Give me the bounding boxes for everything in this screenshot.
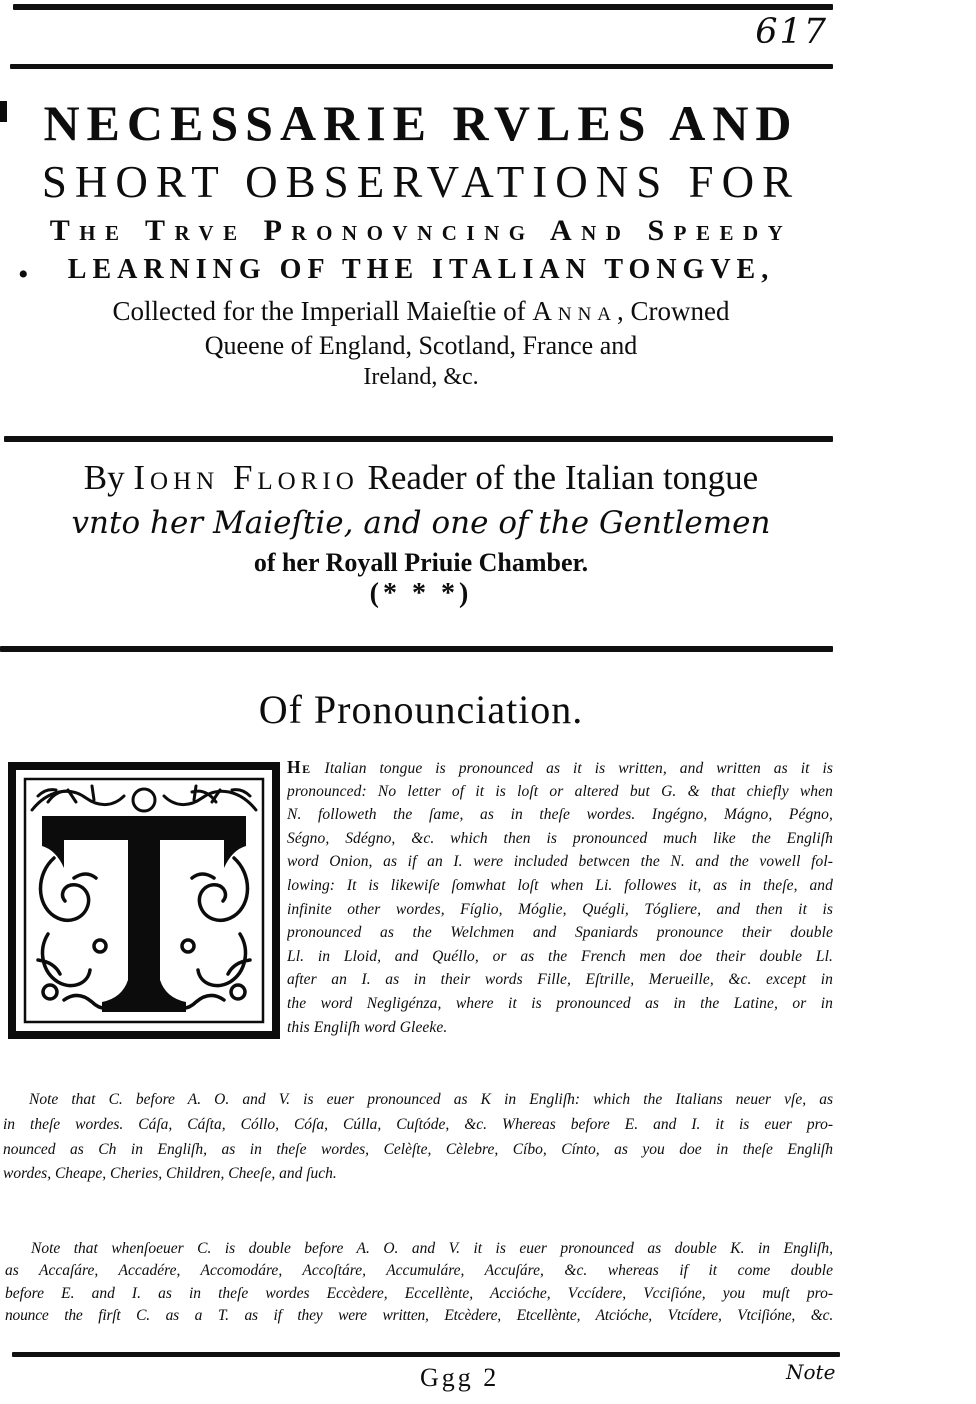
note-line: wordes, Cheape, Cheries, Children, Cheeſe, and ſuch. (3, 1165, 337, 1183)
paragraph-line: infinite other wordes, Fíglio, Móglie, Quégli, Tógliere, and then it is (287, 900, 833, 918)
paragraph-line: Ll. in Lloid, and Quéllo, or as the French men doe their double Ll. (287, 947, 833, 965)
section-rule (0, 646, 833, 652)
paragraph-line: word Onion, as if an I. were included betwcen the N. and the vowell fol- (287, 853, 833, 871)
title-line-6: Queene of England, Scotland, France and (204, 331, 638, 360)
byline-rule (4, 436, 833, 442)
note-line: before E. and I. as in theſe wordes Eccèdere, Eccellènte, Accióche, Vccídere, Vcciſióne, you muſt pro- (5, 1284, 833, 1302)
paragraph-line: after an I. as in their words Fille, Eſtrille, Merueille, &c. except in (287, 971, 833, 989)
byline-rest: Reader of the Italian tongue (358, 458, 759, 497)
paragraph-line-text: Italian tongue is pronounced as it is written, and written as it is (311, 760, 833, 777)
main-paragraph (287, 756, 833, 1039)
paragraph-line: N. followeth the ſame, as in theſe wordes. Ingégno, Mágno, Pégno, (287, 806, 833, 824)
page-number: 617 (755, 12, 828, 52)
paragraph-line (287, 756, 833, 780)
bullet-ornament: • (18, 258, 29, 291)
title-line-5 (8, 296, 834, 327)
paragraph-line: pronounced: No letter of it is loſt or altered but G. & that chiefly when (287, 782, 833, 800)
byline-line-3: of her Royall Priuie Chamber. (253, 548, 589, 577)
asterisk-ornament: (* * *) (369, 578, 473, 609)
byline-by: By (83, 458, 134, 497)
paragraph-line: Ségno, Sdégno, &c. which then is pronounced much like the Engliſh (287, 829, 833, 847)
paragraph-line: lowing: It is likewiſe ſomwhat loſt when Li. followes it, as in theſe, and (287, 876, 833, 894)
drop-cap-woodcut (8, 762, 280, 1044)
ink-speck (0, 101, 7, 122)
paragraph-line: pronounced as the Welchmen and Spaniards pronounce their double (287, 924, 833, 942)
note-line: Note that C. before A. O. and V. is euer pronounced as K in Engliſh: which the Italians neuer vſe, as (29, 1091, 833, 1108)
title-line-2: SHORT OBSERVATIONS FOR (41, 157, 801, 207)
paragraph-line: this Engliſh word Gleeke. (287, 1018, 448, 1036)
note-line: nounce the firſt C. as a T. as if they were written, Etcèdere, Etcellènte, Atcióche, Vtcídere, Vtciſióne, &c. (5, 1307, 833, 1325)
footer-rule (12, 1352, 840, 1357)
byline-line-1 (8, 458, 834, 498)
woodcut-initial-T-icon (8, 762, 280, 1039)
title-line-5-post: , Crowned (617, 296, 730, 326)
catchword: Note (786, 1360, 836, 1384)
top-rule (13, 4, 833, 10)
title-line-7: Ireland, &c. (363, 364, 479, 390)
signature-mark: Ggg 2 (420, 1363, 500, 1392)
paragraph-line: the word Negligénza, where it is pronounced as in the Latine, or in (287, 994, 833, 1012)
title-line-1: NECESSARIE RVLES AND (43, 95, 799, 151)
note-paragraph-2 (5, 1238, 833, 1328)
queen-name: Anna (532, 296, 618, 326)
title-line-3: The Trve Pronovncing And Speedy (49, 214, 793, 247)
note-paragraph-1 (3, 1088, 833, 1187)
title-line-4: LEARNING OF THE ITALIAN TONGVE, (67, 254, 775, 285)
title-line-5-pre: Collected for the Imperiall Maieſtie of (112, 296, 533, 326)
section-heading: Of Pronounciation. (258, 687, 584, 732)
header-rule (10, 64, 833, 69)
note-line: as Accaſáre, Accadére, Accomodáre, Accoſtáre, Accumuláre, Accuſáre, &c. whereas if it come double (5, 1262, 833, 1280)
note-line: Note that whenſoeuer C. is double before A. O. and V. it is euer pronounced as double K. in Engliſh, (31, 1240, 833, 1257)
note-line: nounced as Ch in Engliſh, as in theſe wordes, Celèſte, Cèlebre, Cíbo, Cínto, as you doe in theſe Engliſh (3, 1140, 833, 1158)
lead-small-caps: He (287, 757, 312, 777)
note-line: in theſe wordes. Cáſa, Cáſta, Cóllo, Cóſa, Cúlla, Cuſtóde, &c. Whereas before E. and I. it is euer pro- (3, 1115, 833, 1133)
author-name: Iohn Florio (133, 458, 359, 497)
byline-line-2: vnto her Maieſtie, and one of the Gentlemen (71, 505, 771, 541)
